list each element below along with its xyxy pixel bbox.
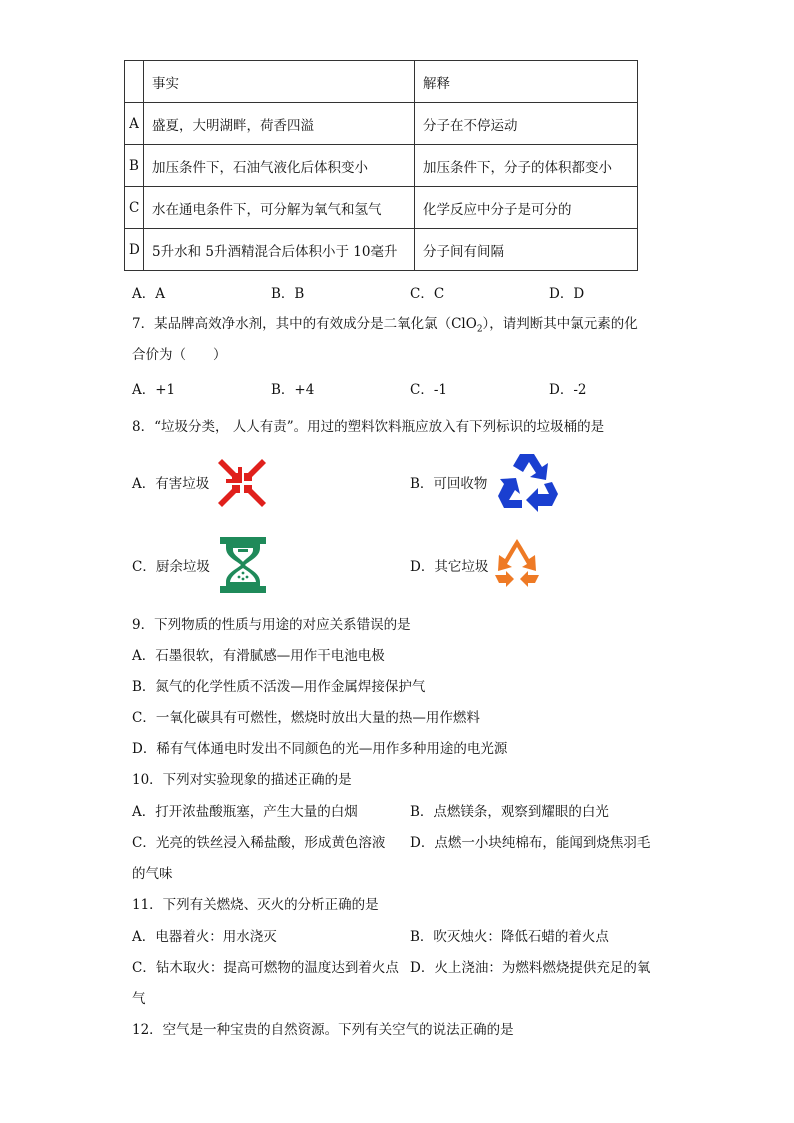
q11-option-a: A．电器着火：用水浇灭 bbox=[132, 929, 277, 945]
q11-option-c: C．钻木取火：提高可燃物的温度达到着火点 bbox=[132, 960, 399, 976]
table-header-explain: 解释 bbox=[415, 61, 638, 103]
table-row bbox=[125, 187, 638, 229]
q6-option-b: B．B bbox=[271, 286, 305, 302]
row-fact: 5升水和 5升酒精混合后体积小于 10毫升 bbox=[144, 229, 415, 271]
other-waste-icon bbox=[492, 537, 542, 589]
table-cell bbox=[125, 61, 144, 103]
q11-option-d-cont: 气 bbox=[132, 991, 146, 1007]
q10-option-d: D．点燃一小块纯棉布，能闻到烧焦羽毛 bbox=[410, 835, 651, 851]
q12-stem: 12．空气是一种宝贵的自然资源。下列有关空气的说法正确的是 bbox=[132, 1022, 514, 1038]
q6-option-d: D．D bbox=[549, 286, 585, 302]
q6-option-a: A．A bbox=[132, 286, 165, 302]
q10-option-a: A．打开浓盐酸瓶塞，产生大量的白烟 bbox=[132, 804, 358, 820]
q6-option-c: C．C bbox=[410, 286, 445, 302]
q11-option-d: D．火上浇油：为燃料燃烧提供充足的氧 bbox=[410, 960, 651, 976]
row-explain: 分子间有间隔 bbox=[415, 229, 638, 271]
q8-option-b: B．可回收物 bbox=[410, 476, 488, 492]
q7-stem bbox=[132, 312, 638, 335]
row-label: A bbox=[125, 103, 144, 145]
q7-stem-subscript: 2 bbox=[476, 324, 483, 335]
row-explain: 分子在不停运动 bbox=[415, 103, 638, 145]
q11-stem: 11．下列有关燃烧、灭火的分析正确的是 bbox=[132, 897, 379, 913]
row-fact: 盛夏，大明湖畔，荷香四溢 bbox=[144, 103, 415, 145]
q9-stem: 9．下列物质的性质与用途的对应关系错误的是 bbox=[132, 617, 411, 633]
row-label: B bbox=[125, 145, 144, 187]
row-label: D bbox=[125, 229, 144, 271]
table-header-row bbox=[125, 61, 638, 103]
q10-option-d-cont: 的气味 bbox=[132, 866, 173, 882]
row-fact: 水在通电条件下，可分解为氧气和氢气 bbox=[144, 187, 415, 229]
recycle-icon bbox=[496, 450, 560, 512]
q9-option-c: C．一氧化碳具有可燃性，燃烧时放出大量的热—用作燃料 bbox=[132, 710, 480, 726]
q8-stem: 8．“垃圾分类， 人人有责”。用过的塑料饮料瓶应放入有下列标识的垃圾桶的是 bbox=[132, 419, 605, 435]
q10-option-c: C．光亮的铁丝浸入稀盐酸，形成黄色溶液 bbox=[132, 835, 386, 851]
q8-option-c: C．厨余垃圾 bbox=[132, 559, 210, 575]
table-header-fact: 事实 bbox=[144, 61, 415, 103]
row-label: C bbox=[125, 187, 144, 229]
q7-stem-part-a: 7．某品牌高效净水剂，其中的有效成分是二氧化氯（ClO bbox=[132, 316, 477, 332]
kitchen-waste-icon bbox=[218, 535, 268, 595]
table-row bbox=[125, 145, 638, 187]
q10-option-b: B．点燃镁条，观察到耀眼的白光 bbox=[410, 804, 609, 820]
q7-option-d: D．-2 bbox=[549, 382, 587, 398]
q10-stem: 10．下列对实验现象的描述正确的是 bbox=[132, 772, 352, 788]
q9-option-b: B．氮气的化学性质不活泼—用作金属焊接保护气 bbox=[132, 679, 426, 695]
q9-option-a: A．石墨很软，有滑腻感—用作干电池电极 bbox=[132, 648, 385, 664]
q6-table bbox=[124, 60, 638, 271]
table-row bbox=[125, 103, 638, 145]
q7-stem-part-b: ），请判断其中氯元素的化 bbox=[482, 316, 638, 332]
q9-option-d: D．稀有气体通电时发出不同颜色的光—用作多种用途的电光源 bbox=[132, 741, 508, 757]
q8-option-d: D．其它垃圾 bbox=[410, 559, 489, 575]
row-explain: 化学反应中分子是可分的 bbox=[415, 187, 638, 229]
q8-option-a: A．有害垃圾 bbox=[132, 476, 210, 492]
row-fact: 加压条件下，石油气液化后体积变小 bbox=[144, 145, 415, 187]
table-row bbox=[125, 229, 638, 271]
q7-option-b: B．+4 bbox=[271, 382, 315, 398]
row-explain: 加压条件下，分子的体积都变小 bbox=[415, 145, 638, 187]
hazardous-waste-icon bbox=[216, 457, 268, 509]
q7-stem-line2: 合价为（ ） bbox=[132, 347, 227, 363]
q7-option-a: A．+1 bbox=[132, 382, 176, 398]
q7-option-c: C．-1 bbox=[410, 382, 447, 398]
q11-option-b: B．吹灭烛火：降低石蜡的着火点 bbox=[410, 929, 609, 945]
